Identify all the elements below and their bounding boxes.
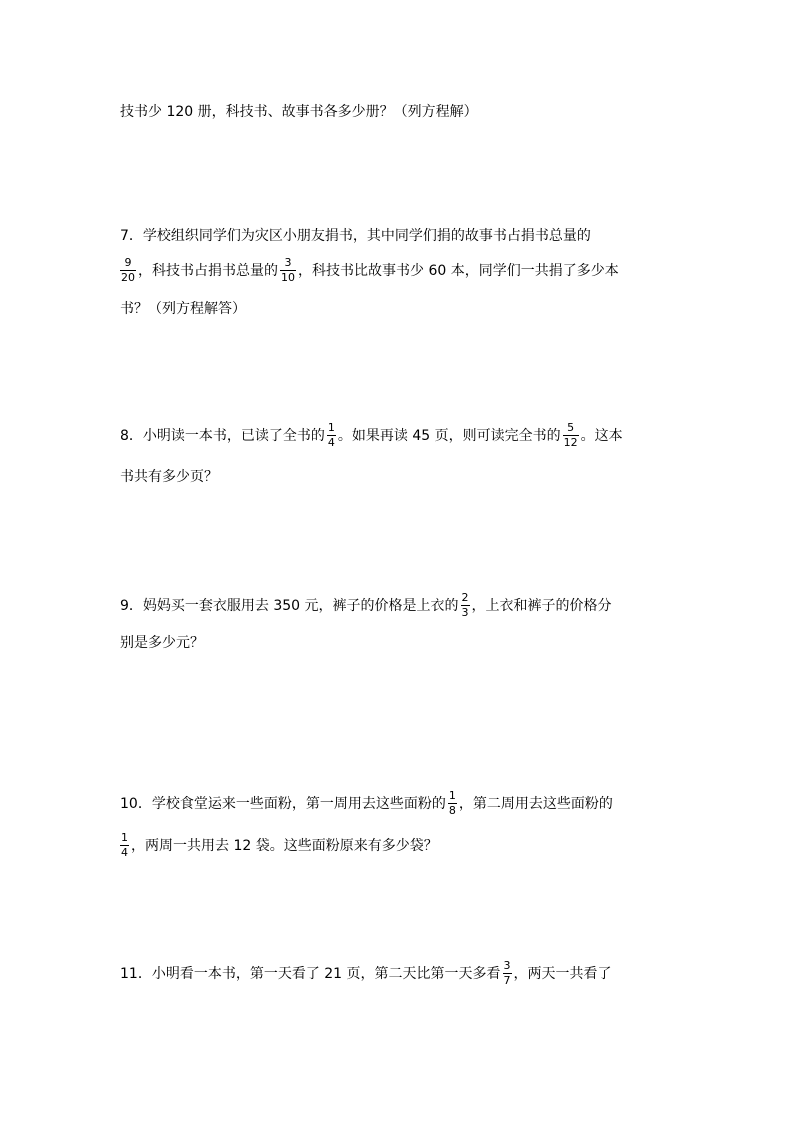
q9-text-1a: 9．妈妈买一套衣服用去 350 元，裤子的价格是上衣的 xyxy=(120,597,459,614)
q7-fraction-1-denominator: 20 xyxy=(121,271,135,284)
q10-fraction-2 xyxy=(120,832,129,859)
q11-fraction-1-numerator: 3 xyxy=(503,959,511,972)
q6-line-1 xyxy=(120,102,478,122)
q8-fraction-1 xyxy=(327,422,336,449)
q9-line-1 xyxy=(120,592,612,619)
q8-text-1a: 8．小明读一本书，已读了全书的 xyxy=(120,427,325,444)
q8-fraction-1-denominator: 4 xyxy=(327,436,335,449)
q7-line-1 xyxy=(120,226,591,246)
q8-fraction-1-numerator: 1 xyxy=(327,421,335,434)
q10-fraction-1 xyxy=(448,790,457,817)
q8-text-1c: 。这本 xyxy=(580,427,623,444)
q7-text-3: 书？（列方程解答） xyxy=(120,301,246,317)
q6-text: 技书少 120 册，科技书、故事书各多少册？（列方程解） xyxy=(120,104,478,120)
q9-fraction-1-numerator: 2 xyxy=(461,591,469,604)
q9-text-1b: ，上衣和裤子的价格分 xyxy=(471,597,612,614)
q11-text-1b: ，两天一共看了 xyxy=(513,965,612,982)
q7-fraction-2 xyxy=(280,257,296,284)
q9-line-2 xyxy=(120,633,204,653)
q11-text-1a: 11．小明看一本书，第一天看了 21 页，第二天比第一天多看 xyxy=(120,965,501,982)
q10-line-2 xyxy=(120,832,438,859)
q7-line-3 xyxy=(120,299,246,319)
q9-text-2: 别是多少元？ xyxy=(120,635,204,651)
q7-fraction-2-denominator: 10 xyxy=(281,271,295,284)
q9-fraction-1 xyxy=(461,592,470,619)
q11-line-1 xyxy=(120,960,612,987)
q10-fraction-2-numerator: 1 xyxy=(121,831,128,844)
q9-fraction-1-denominator: 3 xyxy=(461,606,469,619)
q8-line-1 xyxy=(120,422,623,449)
q11-fraction-1-denominator: 7 xyxy=(503,974,511,987)
q8-fraction-2-numerator: 5 xyxy=(567,421,575,434)
q7-fraction-1-numerator: 9 xyxy=(124,256,132,269)
q10-text-2: ，两周一共用去 12 袋。这些面粉原来有多少袋？ xyxy=(131,837,438,854)
q10-fraction-1-numerator: 1 xyxy=(448,789,456,802)
q11-fraction-1 xyxy=(503,960,512,987)
q10-text-1a: 10．学校食堂运来一些面粉，第一周用去这些面粉的 xyxy=(120,795,446,812)
q7-text-2b: ，科技书比故事书少 60 本，同学们一共捐了多少本 xyxy=(298,262,619,279)
q7-fraction-2-numerator: 3 xyxy=(284,256,292,269)
q10-fraction-1-denominator: 8 xyxy=(448,804,456,817)
q10-line-1 xyxy=(120,790,613,817)
q8-fraction-2 xyxy=(563,422,579,449)
q8-fraction-2-denominator: 12 xyxy=(563,436,578,449)
q7-fraction-1 xyxy=(120,257,136,284)
q8-text-2: 书共有多少页？ xyxy=(120,469,218,485)
q7-text-2a: ，科技书占捐书总量的 xyxy=(138,262,278,279)
q8-line-2 xyxy=(120,467,218,487)
q10-text-1b: ，第二周用去这些面粉的 xyxy=(458,795,613,812)
q7-line-2 xyxy=(120,257,619,284)
q8-text-1b: 。如果再读 45 页，则可读完全书的 xyxy=(337,427,561,444)
q10-fraction-2-denominator: 4 xyxy=(121,846,128,859)
q7-text-1: 7．学校组织同学们为灾区小朋友捐书，其中同学们捐的故事书占捐书总量的 xyxy=(120,228,591,244)
